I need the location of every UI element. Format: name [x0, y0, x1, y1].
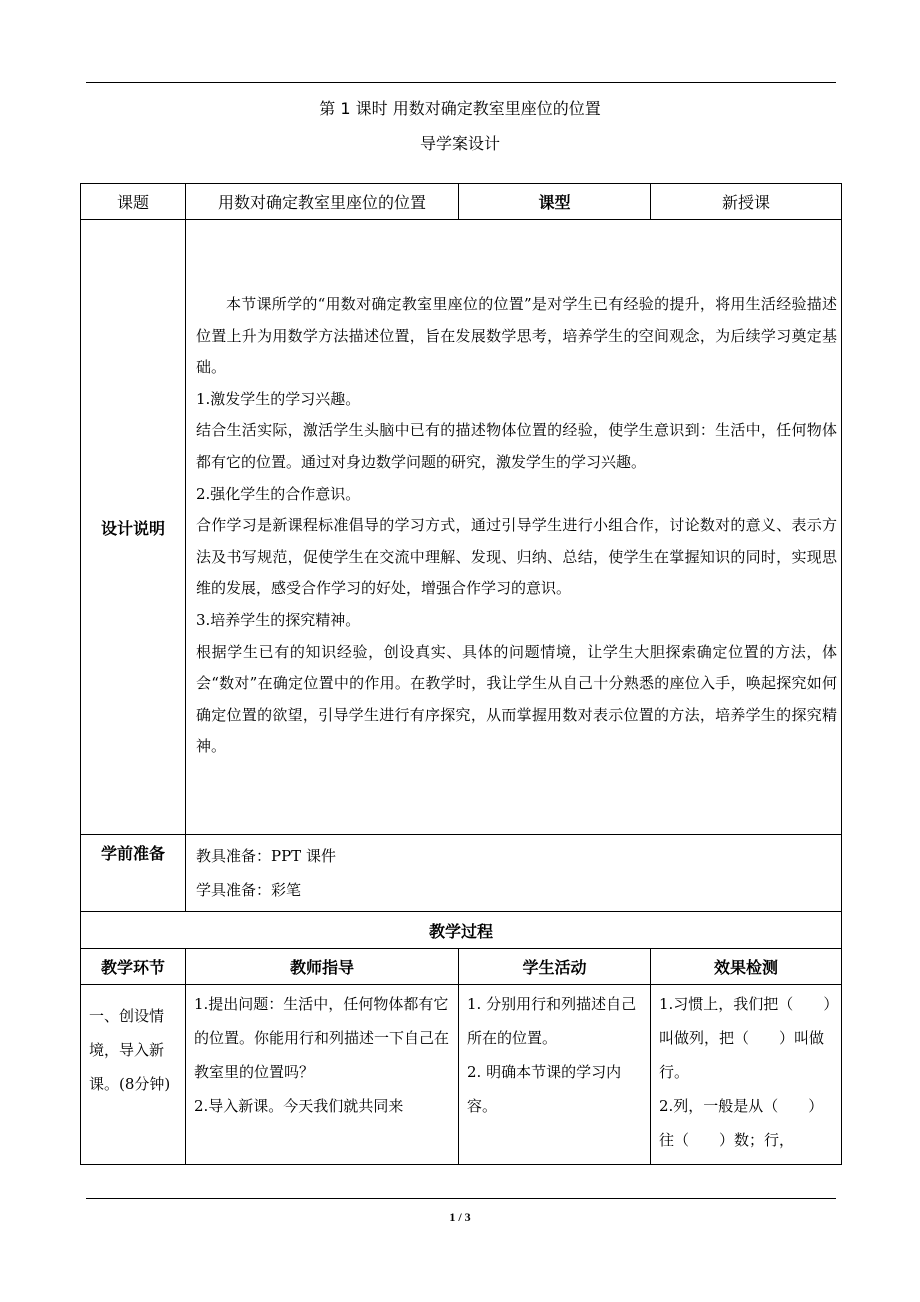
top-rule — [86, 82, 836, 83]
column-header-row — [81, 949, 842, 985]
design-paragraph: 结合生活实际，激活学生头脑中已有的描述物体位置的经验，使学生意识到：生活中，任何物体都有它的位置。通过对身边数学问题的研究，激发学生的学习兴趣。 — [196, 421, 837, 472]
prep-line: 教具准备：PPT 课件 — [196, 847, 336, 865]
page-number: 1 / 3 — [449, 1210, 471, 1224]
process-heading-row — [81, 912, 842, 949]
design-label: 设计说明 — [81, 220, 186, 835]
lesson-subtitle: 导学案设计 — [419, 134, 500, 153]
check-line: 1.习惯上，我们把（ ）叫做列，把（ ）叫做行。 — [659, 995, 831, 1081]
topic-label: 课题 — [81, 184, 186, 220]
type-value: 新授课 — [651, 184, 842, 220]
design-paragraph: 合作学习是新课程标准倡导的学习方式，通过引导学生进行小组合作，讨论数对的意义、表示方法及书写规范，促使学生在交流中理解、发现、归纳、总结，使学生在掌握知识的同时，实现思维的发展，感受合作学习的好处，增强合作学习的意识。 — [196, 516, 837, 598]
column-header: 教学环节 — [81, 949, 186, 985]
student-line: 2. 明确本节课的学习内容。 — [467, 1063, 622, 1115]
check-cell — [651, 985, 842, 1165]
design-paragraph: 1.激发学生的学习兴趣。 — [196, 389, 361, 408]
student-cell — [459, 985, 651, 1165]
teacher-line: 1.提出问题：生活中，任何物体都有它的位置。你能用行和列描述一下自己在教室里的位置吗？ — [194, 995, 450, 1081]
teacher-line: 2.导入新课。今天我们就共同来 — [194, 1097, 404, 1115]
design-paragraph: 根据学生已有的知识经验，创设真实、具体的问题情境，让学生大胆探索确定位置的方法，体会“数对”在确定位置中的作用。在教学时，我让学生从自己十分熟悉的座位入手，唤起探究如何确定位置的欲望，引导学生进行有序探究，从而掌握用数对表示位置的方法，培养学生的探究精神。 — [196, 642, 837, 756]
prep-line: 学具准备：彩笔 — [196, 881, 302, 899]
prep-row — [81, 835, 842, 912]
topic-row — [81, 184, 842, 220]
lesson-title: 第 1 课时 用数对确定教室里座位的位置 — [319, 99, 601, 118]
column-header: 效果检测 — [651, 949, 842, 985]
process-heading: 教学过程 — [81, 912, 842, 949]
prep-label: 学前准备 — [81, 835, 186, 912]
design-row — [81, 220, 842, 835]
topic-value: 用数对确定教室里座位的位置 — [186, 184, 459, 220]
design-paragraph: 本节课所学的“用数对确定教室里座位的位置”是对学生已有经验的提升，将用生活经验描述位置上升为用数学方法描述位置，旨在发展数学思考，培养学生的空间观念，为后续学习奠定基础。 — [196, 295, 837, 377]
stage-cell: 一、创设情境，导入新课。(8分钟) — [81, 985, 186, 1165]
check-line: 2.列，一般是从（ ）往（ ）数；行， — [659, 1097, 824, 1149]
type-label: 课型 — [459, 184, 651, 220]
lesson-table — [80, 183, 842, 1165]
design-paragraph: 2.强化学生的合作意识。 — [196, 484, 361, 503]
prep-content — [186, 835, 842, 912]
design-paragraph: 3.培养学生的探究精神。 — [196, 610, 361, 629]
student-line: 1. 分别用行和列描述自己所在的位置。 — [467, 995, 637, 1047]
column-header: 教师指导 — [186, 949, 459, 985]
teacher-cell — [186, 985, 459, 1165]
process-row — [81, 985, 842, 1165]
column-header: 学生活动 — [459, 949, 651, 985]
bottom-rule — [86, 1198, 836, 1199]
design-content — [186, 220, 842, 835]
